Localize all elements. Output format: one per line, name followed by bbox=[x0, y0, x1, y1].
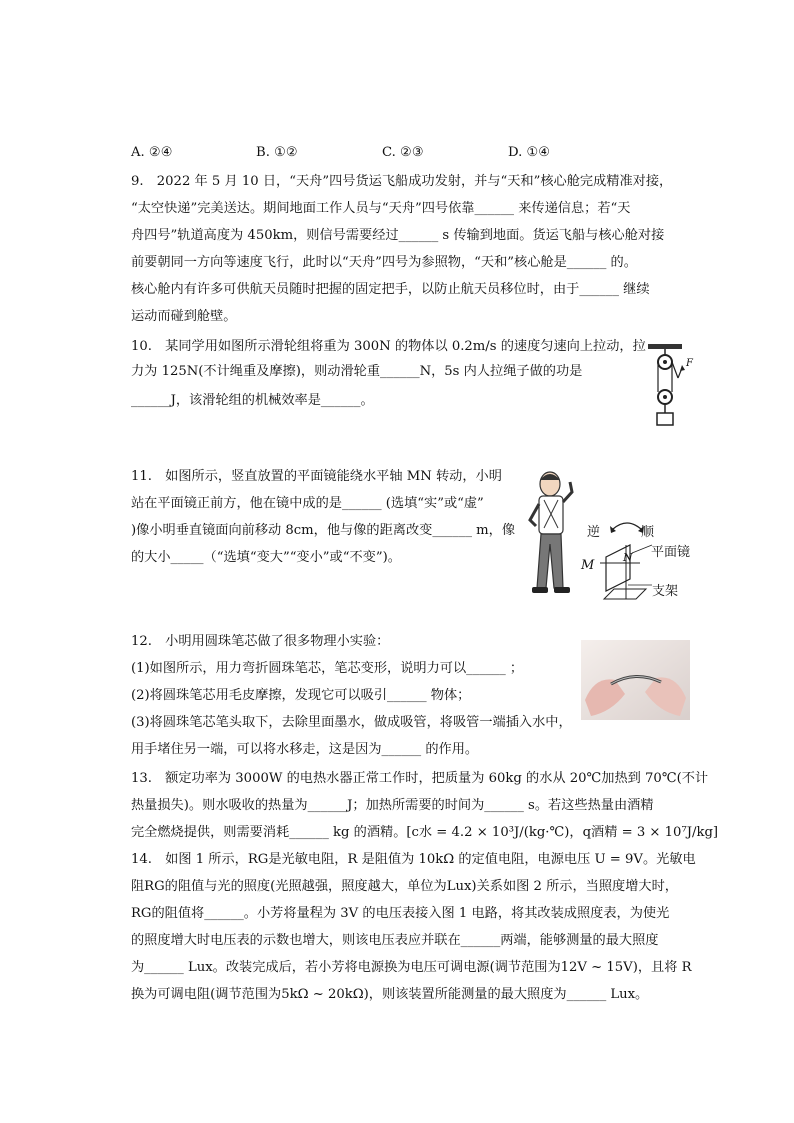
q9-line: 核心舱内有许多可供航天员随时把握的固定把手，以防止航天员移位时，由于______ 继续 bbox=[131, 282, 650, 297]
q12-line: 12. 小明用圆珠笔芯做了很多物理小实验： bbox=[131, 634, 390, 649]
q12-line: (3)将圆珠笔芯笔头取下，去除里面墨水，做成吸管，将吸管一端插入水中， bbox=[131, 715, 572, 730]
q11-line: 11. 如图所示，竖直放置的平面镜能绕水平轴 MN 转动，小明 bbox=[131, 469, 502, 484]
q10-line: ______J，该滑轮组的机械效率是______。 bbox=[131, 393, 374, 408]
q9-line: 舟四号”轨道高度为 450km，则信号需要经过______ s 传输到地面。货运飞船与核心舱对接 bbox=[131, 228, 665, 243]
pulley-force-label: F bbox=[686, 358, 693, 369]
q13-line: 13. 额定功率为 3000W 的电热水器正常工作时，把质量为 60kg 的水从 20℃加热到 70℃(不计 bbox=[131, 771, 709, 786]
q12-line: 用手堵住另一端，可以将水移走，这是因为______ 的作用。 bbox=[131, 742, 479, 757]
q9-line: 运动而碰到舱壁。 bbox=[131, 309, 237, 324]
q14-line: RG的阻值将______。小芳将量程为 3V 的电压表接入图 1 电路，将其改装成照度表，为使光 bbox=[131, 906, 670, 921]
q11-line: 的大小_____（“选填“变大”“变小”或“不变”)。 bbox=[131, 550, 401, 565]
q14-line: 换为可调电阻(调节范围为5kΩ ~ 20kΩ)，则该装置所能测量的最大照度为______ Lux。 bbox=[131, 987, 649, 1002]
mirror-ccw-label: 逆 bbox=[587, 525, 601, 540]
pen-refill-photo bbox=[581, 640, 690, 720]
option-d: D. ①④ bbox=[508, 145, 551, 160]
q14-line: 的照度增大时电压表的示数也增大，则该电压表应并联在______两端，能够测量的最大照度 bbox=[131, 933, 659, 948]
q13-line: 热量损失)。则水吸收的热量为______J；加热所需要的时间为______ s。若这些热量由酒精 bbox=[131, 798, 654, 813]
q14-line: 14. 如图 1 所示，RG是光敏电阻，R 是阻值为 10kΩ 的定值电阻，电源电压 U = 9V。光敏电 bbox=[131, 852, 696, 867]
q9-line: “太空快递”完美送达。期间地面工作人员与“天舟”四号依靠______ 来传递信息；若“天 bbox=[131, 201, 631, 216]
option-c: C. ②③ bbox=[382, 145, 424, 160]
q12-line: (1)如图所示，用力弯折圆珠笔芯，笔芯变形，说明力可以______ ； bbox=[131, 661, 524, 676]
mirror-cw-label: 顺 bbox=[641, 525, 655, 540]
q11-line: )像小明垂直镜面向前移动 8cm，他与像的距离改变______ m，像 bbox=[131, 523, 516, 538]
q11-line: 站在平面镜正前方，他在镜中成的是______ (选填“实”或“虚” bbox=[131, 496, 484, 511]
person-illustration bbox=[520, 468, 588, 596]
mirror-label: 平面镜 bbox=[651, 545, 691, 560]
stand-label: 支架 bbox=[652, 584, 679, 599]
q12-line: (2)将圆珠笔芯用毛皮摩擦，发现它可以吸引______ 物体； bbox=[131, 688, 471, 703]
mirror-axis-m-label: M bbox=[581, 558, 595, 573]
q9-line: 前要朝同一方向等速度飞行，此时以“天舟”四号为参照物，“天和”核心舱是______ 的。 bbox=[131, 255, 637, 270]
q10-line: 力为 125N(不计绳重及摩擦)，则动滑轮重______N，5s 内人拉绳子做的功是 bbox=[131, 364, 583, 379]
option-b: B. ①② bbox=[256, 145, 298, 160]
pulley-figure bbox=[640, 340, 700, 430]
q13-line: 完全燃烧提供，则需要消耗______ kg 的酒精。[c水 = 4.2 × 10³J/(kg·℃)，q酒精 = 3 × 10⁷J/kg] bbox=[131, 825, 719, 840]
q14-line: 为______ Lux。改装完成后，若小芳将电源换为电压可调电源(调节范围为12V ~ 15V)，且将 R bbox=[131, 960, 692, 975]
q14-line: 阻RG的阻值与光的照度(光照越强，照度越大，单位为Lux)关系如图 2 所示，当照度增大时， bbox=[131, 879, 678, 894]
q10-line: 10. 某同学用如图所示滑轮组将重为 300N 的物体以 0.2m/s 的速度匀速向上拉动，拉 bbox=[131, 339, 646, 354]
option-a: A. ②④ bbox=[131, 145, 173, 160]
mirror-axis-n-label: N bbox=[623, 551, 633, 564]
q9-line: 9. 2022 年 5 月 10 日，“天舟”四号货运飞船成功发射，并与“天和”核心舱完成精准对接， bbox=[131, 174, 673, 189]
